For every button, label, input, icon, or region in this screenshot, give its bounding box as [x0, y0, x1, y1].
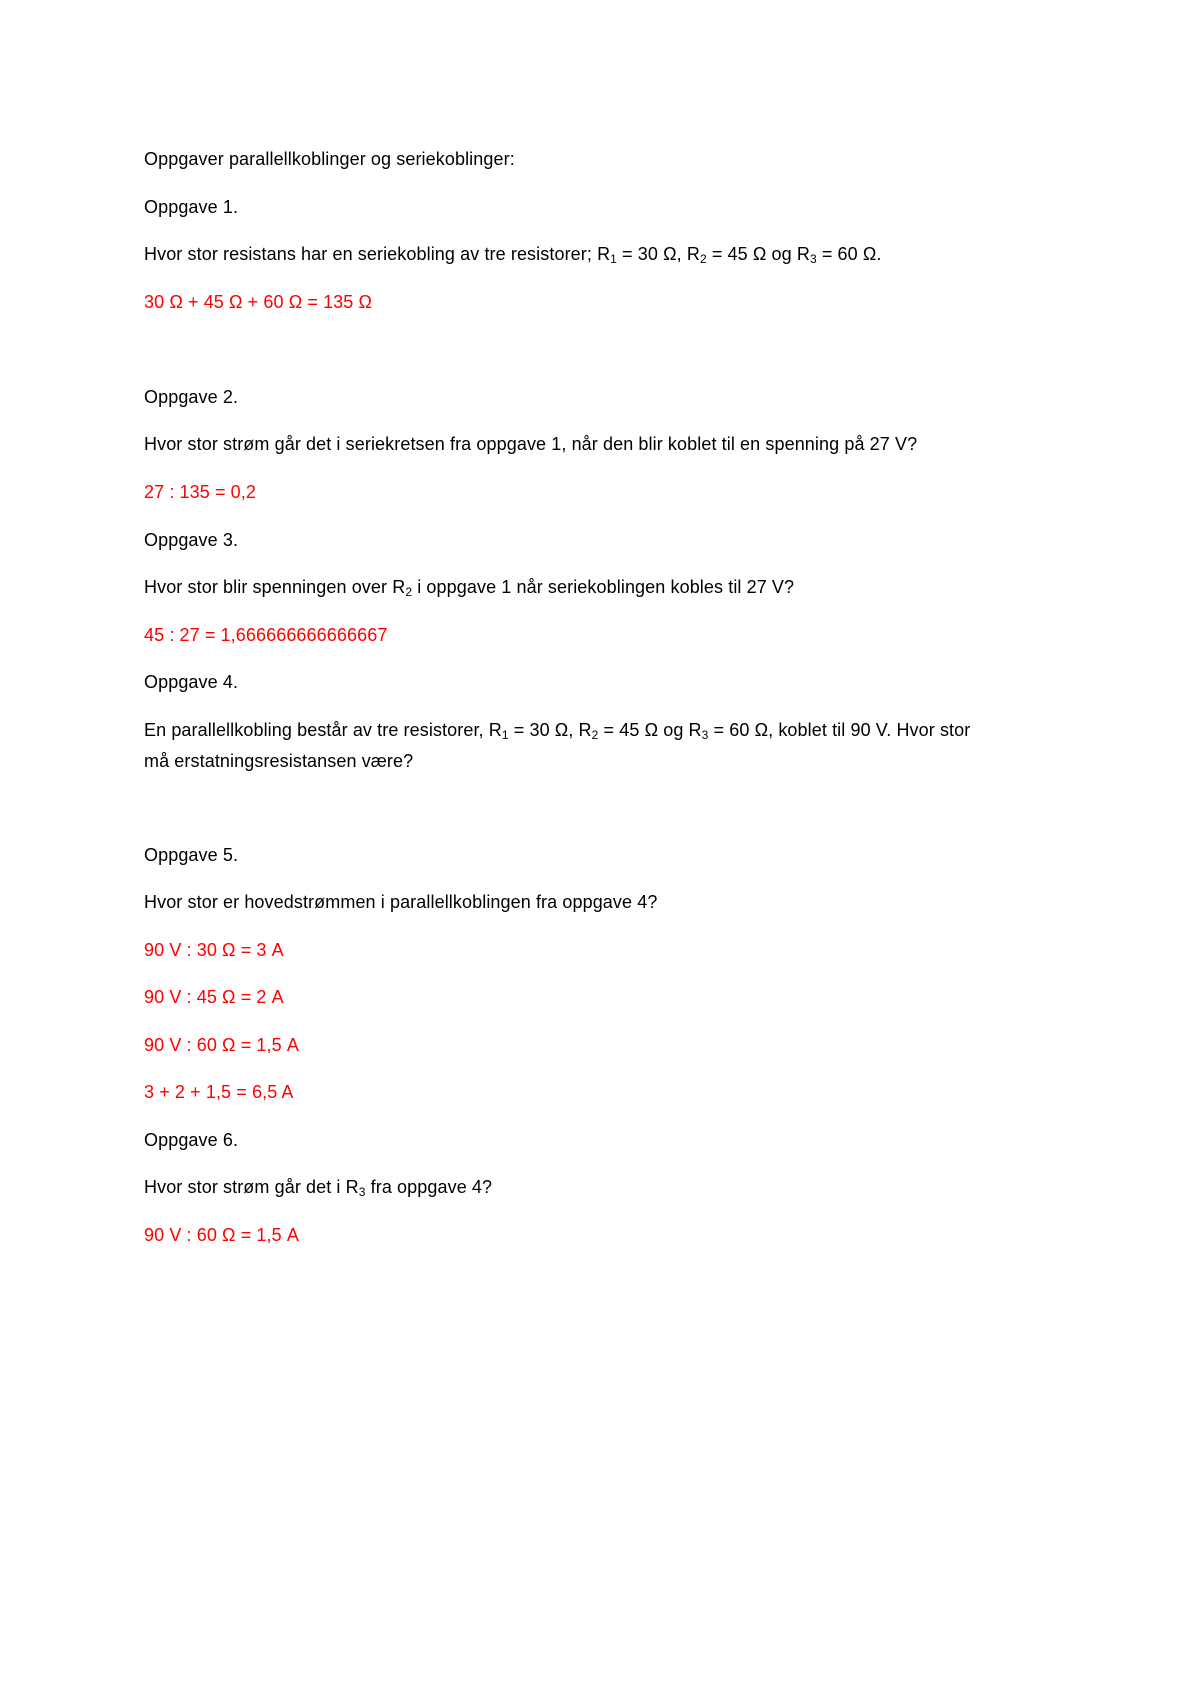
question-text: = 45 Ω og R — [706, 244, 810, 264]
subscript: 3 — [809, 252, 817, 266]
question-text: fra oppgave 4? — [365, 1177, 493, 1197]
question-text: Hvor stor strøm går det i R — [144, 1177, 359, 1197]
task-2-heading: Oppgave 2. — [144, 387, 239, 407]
subscript: 3 — [701, 728, 709, 742]
task-1-answer: 30 Ω + 45 Ω + 60 Ω = 135 Ω — [144, 292, 373, 312]
task-6-answer: 90 V : 60 Ω = 1,5 A — [144, 1225, 299, 1245]
task-4-heading: Oppgave 4. — [144, 672, 239, 692]
document-title: Oppgaver parallellkoblinger og seriekoblinger: — [144, 149, 515, 169]
task-3-question — [144, 575, 794, 599]
task-5-heading: Oppgave 5. — [144, 845, 239, 865]
task-3-heading: Oppgave 3. — [144, 530, 239, 550]
question-text: i oppgave 1 når seriekoblingen kobles til 27 V? — [412, 577, 795, 597]
question-text: = 30 Ω, R — [616, 244, 700, 264]
subscript: 1 — [501, 728, 509, 742]
question-text: Hvor stor resistans har en seriekobling av tre resistorer; R — [144, 244, 611, 264]
task-3-answer: 45 : 27 = 1,666666666666667 — [144, 625, 388, 645]
question-text: = 30 Ω, R — [508, 720, 592, 740]
task-5-question: Hvor stor er hovedstrømmen i parallellkoblingen fra oppgave 4? — [144, 892, 658, 912]
subscript: 2 — [405, 585, 413, 599]
task-5-answer-2: 90 V : 45 Ω = 2 A — [144, 987, 284, 1007]
subscript: 1 — [610, 252, 617, 266]
task-2-answer: 27 : 135 = 0,2 — [144, 482, 256, 502]
question-text: Hvor stor blir spenningen over R — [144, 577, 406, 597]
task-4-question-line-2: må erstatningsresistansen være? — [144, 751, 414, 771]
question-text: En parallellkobling består av tre resistorer, R — [144, 720, 502, 740]
question-text: = 45 Ω og R — [598, 720, 702, 740]
task-6-heading: Oppgave 6. — [144, 1130, 239, 1150]
question-text: = 60 Ω. — [816, 244, 882, 264]
subscript: 3 — [358, 1185, 366, 1199]
task-5-answer-3: 90 V : 60 Ω = 1,5 A — [144, 1035, 299, 1055]
subscript: 2 — [699, 252, 707, 266]
task-5-answer-1: 90 V : 30 Ω = 3 A — [144, 940, 284, 960]
question-text: = 60 Ω, koblet til 90 V. Hvor stor — [708, 720, 971, 740]
task-2-question: Hvor stor strøm går det i seriekretsen fra oppgave 1, når den blir koblet til en spenning på 27 V? — [144, 434, 918, 454]
task-5-answer-4: 3 + 2 + 1,5 = 6,5 A — [144, 1082, 294, 1102]
task-1-question — [144, 242, 882, 266]
task-6-question — [144, 1175, 492, 1199]
subscript: 2 — [591, 728, 599, 742]
task-4-question — [144, 718, 970, 742]
task-1-heading: Oppgave 1. — [144, 197, 239, 217]
